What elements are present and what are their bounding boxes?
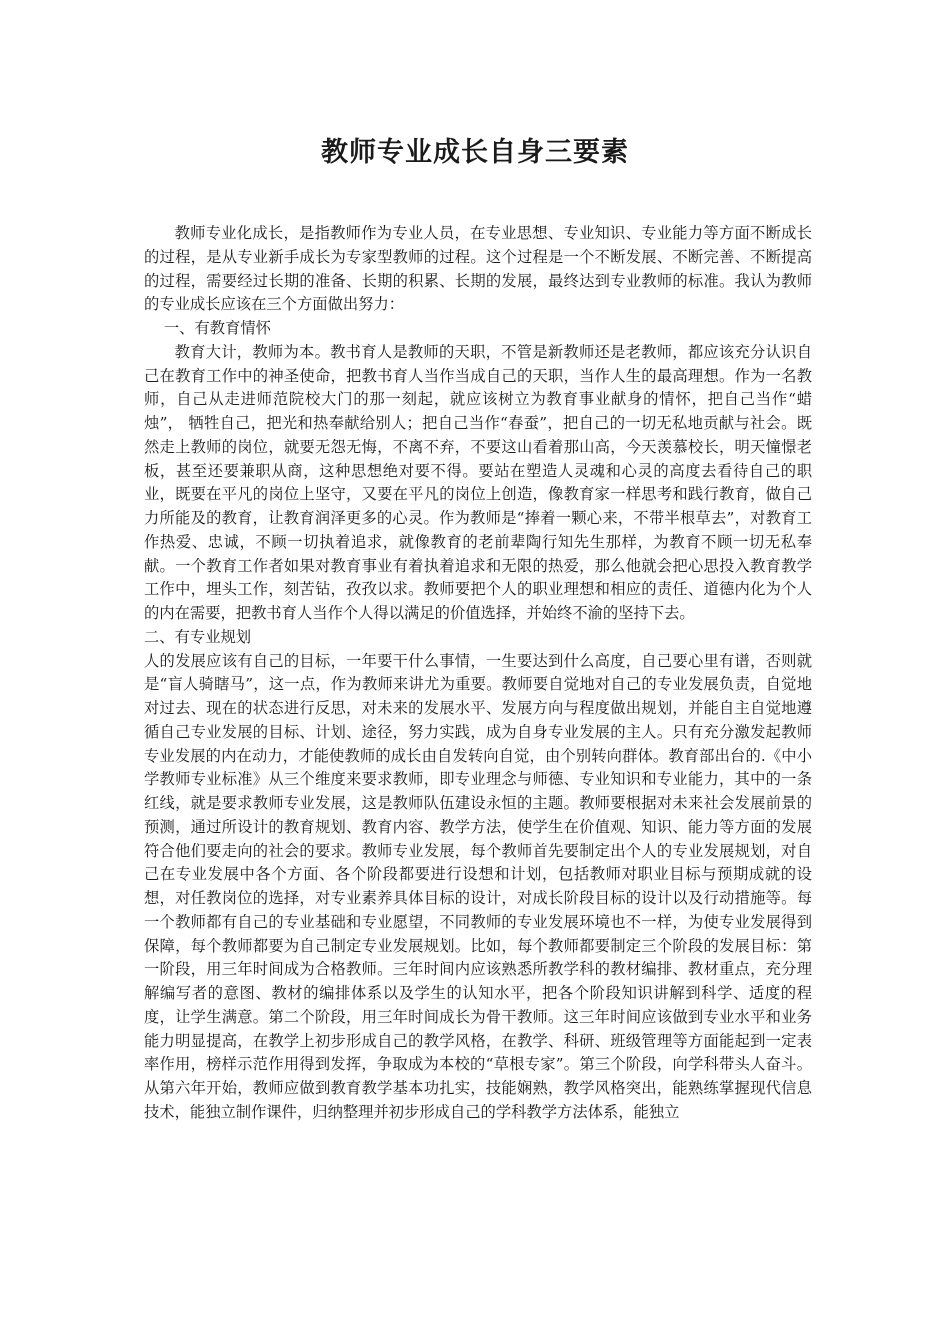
document-body	[144, 222, 812, 1125]
body-paragraph: 人的发展应该有自己的目标，一年要干什么事情，一生要达到什么高度，自己要心里有谱，否则就是“盲人骑瞎马”，这一点，作为教师来讲尤为重要。教师要自觉地对自己的专业发展负责，自觉地对过去、现在的状态进行反思，对未来的发展水平、发展方向与程度做出规划，并能自主自觉地遵循自己专业发展的目标、计划、途径，努力实践，成为自身专业发展的主人。只有充分激发起教师专业发展的内在动力，才能使教师的成长由自发转向自觉，由个别转向群体。教育部出台的.《中小学教师专业标准》从三个维度来要求教师，即专业理念与师德、专业知识和专业能力，其中的一条红线，就是要求教师专业发展，这是教师队伍建设永恒的主题。教师要根据对未来社会发展前景的预测，通过所设计的教育规划、教育内容、教学方法，使学生在价值观、知识、能力等方面的发展符合他们要走向的社会的要求。教师专业发展，每个教师首先要制定出个人的专业发展规划，对自己在专业发展中各个方面、各个阶段都要进行设想和计划，包括教师对职业目标与预期成就的设想，对任教岗位的选择，对专业素养具体目标的设计，对成长阶段目标的设计以及行动措施等。每一个教师都有自己的专业基础和专业愿望，不同教师的专业发展环境也不一样，为使专业发展得到保障，每个教师都要为自己制定专业发展规划。比如，每个教师都要制定三个阶段的发展目标：第一阶段，用三年时间成为合格教师。三年时间内应该熟悉所教学科的教材编排、教材重点，充分理解编写者的意图、教材的编排体系以及学生的认知水平，把各个阶段知识讲解到科学、适度的程度，让学生满意。第二个阶段，用三年时间成长为骨干教师。这三年时间应该做到专业水平和业务能力明显提高，在教学上初步形成自己的教学风格，在教学、科研、班级管理等方面能起到一定表率作用，榜样示范作用得到发挥，争取成为本校的“草根专家”。第三个阶段，向学科带头人奋斗。从第六年开始，教师应做到教育教学基本功扎实，技能娴熟，教学风格突出，能熟练掌握现代信息技术，能独立制作课件，归纳整理并初步形成自己的学科教学方法体系，能独立	[144, 651, 812, 1121]
body-paragraph: 教育大计，教师为本。教书育人是教师的天职，不管是新教师还是老教师，都应该充分认识自己在教育工作中的神圣使命，把教书育人当作当成自己的天职，当作人生的最高理想。作为一名教师，自己从走进师范院校大门的那一刻起，就应该树立为教育事业献身的情怀，把自己当作“蜡烛”， 牺牲自己，把光和热奉献给别人；把自己当作“春蚕”，把自己的一切无私地贡献与社会。既然走上教师的岗位，就要无怨无悔，不离不弃，不要这山看着那山高，今天羡慕校长，明天憧憬老板，甚至还要兼职从商，这种思想绝对要不得。要站在塑造人灵魂和心灵的高度去看待自己的职业，既要在平凡的岗位上坚守，又要在平凡的岗位上创造，像教育家一样思考和践行教育，做自己力所能及的教育，让教育润泽更多的心灵。作为教师是“捧着一颗心来，不带半根草去”，对教育工作热爱、忠诚，不顾一切执着追求，就像教育的老前辈陶行知先生那样，为教育不顾一切无私奉献。一个教育工作者如果对教育事业有着执着追求和无限的热爱，那么他就会把心思投入教育教学工作中，埋头工作，刻苦钻，孜孜以求。教师要把个人的职业理想和相应的责任、道德内化为个人的内在需要，把教书育人当作个人得以满足的价值选择，并始终不渝的坚持下去。	[144, 342, 812, 622]
section-heading: 二、有专业规划	[144, 627, 252, 646]
document-title: 教师专业成长自身三要素	[321, 137, 629, 168]
body-paragraph: 教师专业化成长，是指教师作为专业人员，在专业思想、专业知识、专业能力等方面不断成长的过程，是从专业新手成长为专家型教师的过程。这个过程是一个不断发展、不断完善、不断提高的过程，需要经过长期的准备、长期的积累、长期的发展，最终达到专业教师的标准。我认为教师的专业成长应该在三个方面做出努力：	[144, 224, 812, 314]
section-heading: 一、有教育情怀	[163, 319, 271, 337]
